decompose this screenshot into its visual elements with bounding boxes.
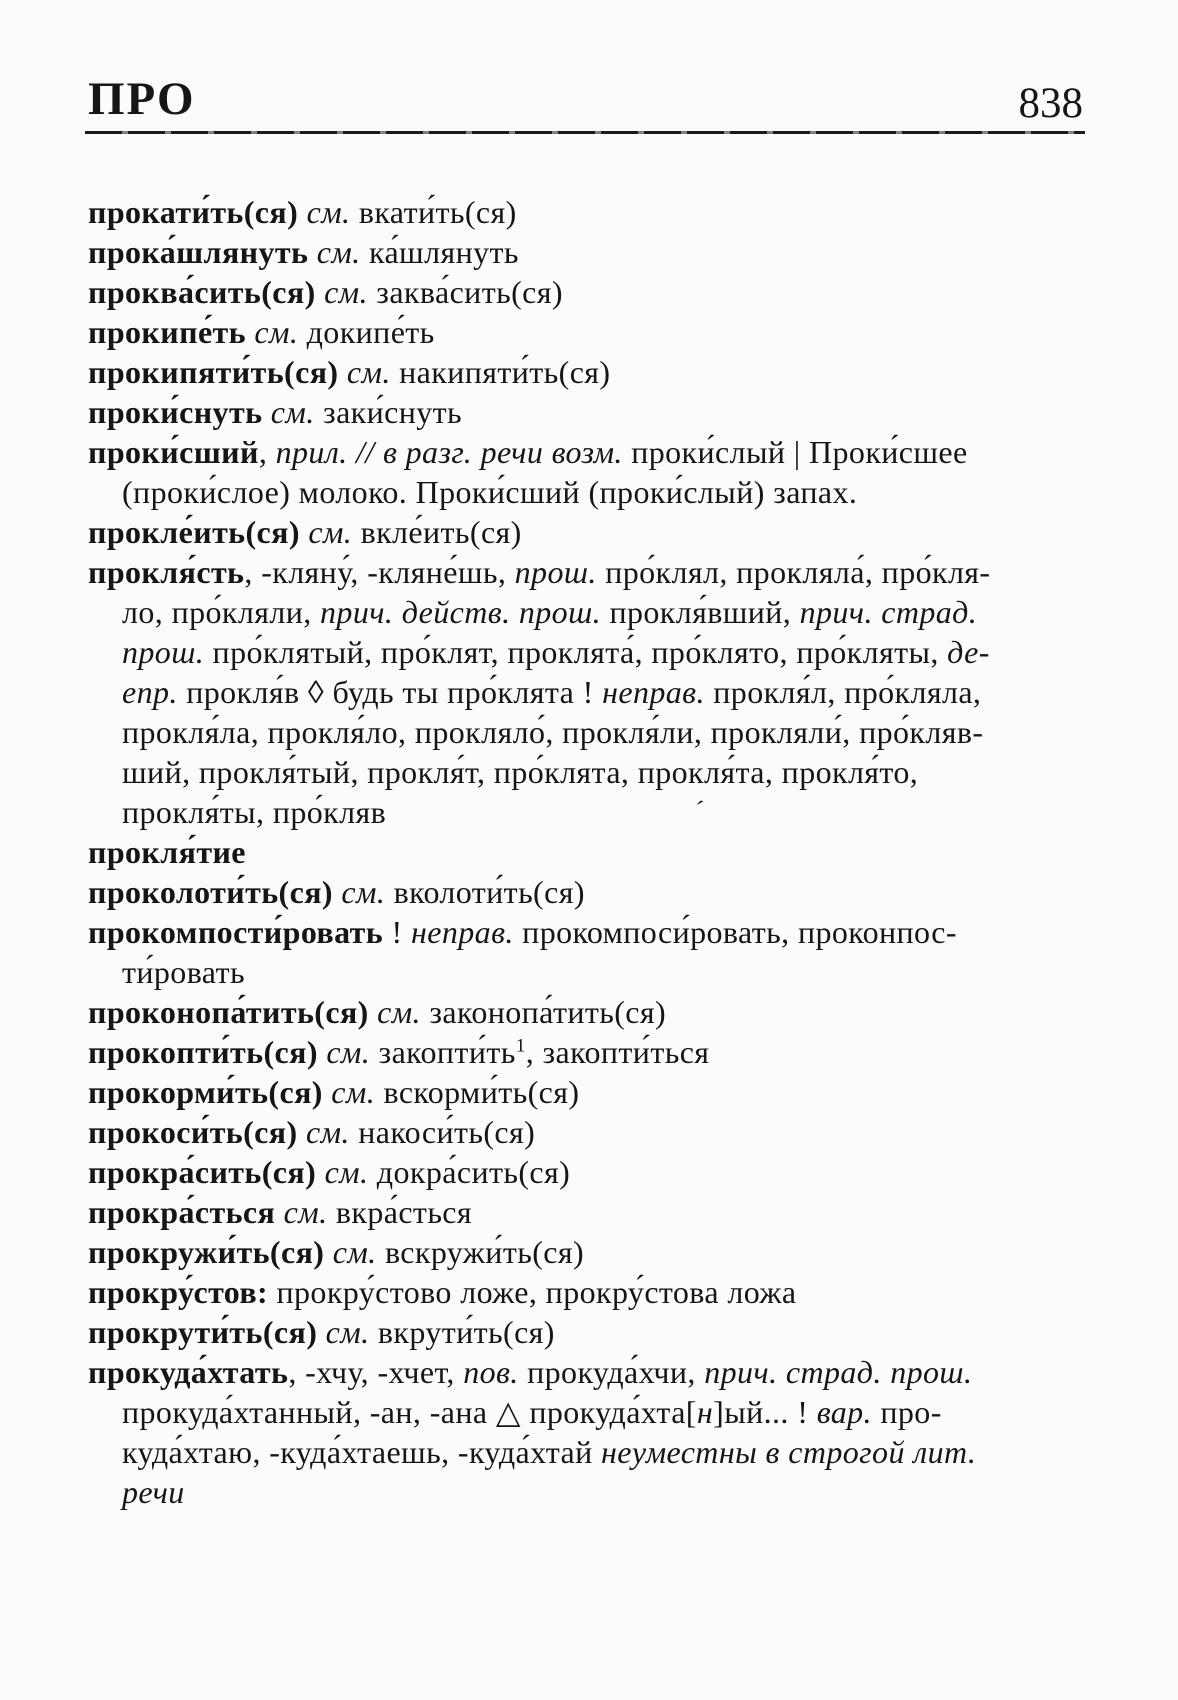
text-run: см. — [341, 874, 386, 910]
entry-line — [88, 1272, 1108, 1312]
text-run: прокра́сться — [88, 1194, 284, 1230]
text-run: , — [258, 434, 276, 470]
entry-line — [88, 272, 1108, 312]
text-run: накоси́ть(ся) — [349, 1114, 536, 1150]
text-run: прокуда́хтать — [88, 1354, 289, 1390]
text-run: вколоти́ть(ся) — [385, 874, 585, 910]
text-run: заки́снуть — [314, 394, 463, 430]
text-run: ло, про́кляли, — [122, 594, 321, 630]
text-run: куда́хтаю, -куда́хтаешь, -куда́хтай — [122, 1434, 602, 1470]
text-run: про́клял, прокляла́, про́кля- — [596, 554, 991, 590]
text-run: см. — [324, 1154, 369, 1190]
entry-continuation-line — [88, 632, 1108, 672]
text-run: прич. действ. прош. — [320, 594, 602, 630]
entry-line — [88, 992, 1108, 1032]
text-run: про- — [871, 1394, 942, 1430]
text-run: докипе́ть — [298, 314, 435, 350]
text-run: прокру́стов: — [88, 1274, 269, 1310]
header-rule — [85, 131, 1085, 134]
text-run: ка́шлянуть — [360, 234, 519, 270]
text-run: де- — [947, 634, 990, 670]
text-run: вкле́ить(ся) — [352, 514, 522, 550]
text-run: см. — [316, 234, 361, 270]
entry-continuation-line — [88, 472, 1108, 512]
text-run: прокля́тие — [88, 834, 246, 870]
text-run: заква́сить(ся) — [367, 274, 563, 310]
text-run: прокра́сить(ся) — [88, 1154, 325, 1190]
entry-line — [88, 1232, 1108, 1272]
text-run: вкати́ть(ся) — [350, 194, 517, 230]
text-run: см. — [324, 274, 368, 310]
text-run: про́клятый, про́клят, проклята́, про́клято, про́кляты, — [204, 634, 948, 670]
text-run: прокуда́хчи, — [518, 1354, 705, 1390]
text-run: докра́сить(ся) — [368, 1154, 571, 1190]
text-run: ]ый... ! — [713, 1394, 817, 1430]
text-run: (проки́слое) молоко. Проки́сший (проки́слый) запах. — [122, 474, 858, 510]
dictionary-body — [88, 192, 1108, 1512]
text-run: проки́снуть — [88, 394, 271, 430]
text-run: прокорми́ть(ся) — [88, 1074, 332, 1110]
entry-continuation-line — [88, 1392, 1108, 1432]
text-run: прокипе́ть — [88, 314, 255, 350]
text-run: см. — [377, 994, 421, 1030]
entry-line — [88, 552, 1108, 592]
text-run: прока́шлянуть — [88, 234, 317, 270]
text-run: ти́ровать — [122, 954, 245, 990]
text-run: епр. — [122, 674, 178, 710]
entry-continuation-line — [88, 752, 1108, 792]
text-run: прокле́ить(ся) — [88, 514, 309, 550]
text-run: 1 — [515, 1035, 526, 1057]
entry-line — [88, 912, 1108, 952]
text-run: закопти́ть — [370, 1034, 516, 1070]
text-run: прокати́ть(ся) — [88, 194, 307, 230]
entry-line — [88, 832, 1108, 872]
text-run: проконопа́тить(ся) — [88, 994, 378, 1030]
header-section-label: ПРО — [88, 73, 196, 125]
text-run: см. — [325, 1314, 370, 1350]
entry-line — [88, 392, 1108, 432]
text-run: накипяти́ть(ся) — [390, 354, 611, 390]
entry-continuation-line — [88, 672, 1108, 712]
text-run: пов. — [463, 1354, 519, 1390]
entry-line — [88, 432, 1108, 472]
text-run: см. — [305, 1114, 350, 1150]
text-run: неуместны в строгой лит. — [601, 1434, 977, 1470]
text-run: см. — [331, 1074, 376, 1110]
text-run: прокрути́ть(ся) — [88, 1314, 326, 1350]
text-run: прич. страд. прош. — [704, 1354, 973, 1390]
text-run: н — [696, 1394, 714, 1430]
text-run: прокля́ла, прокля́ло, прокляло́, прокля́ли, прокляли́, про́кляв- — [122, 714, 984, 750]
scan-artifact-mark: ˊ — [691, 795, 706, 828]
entry-line — [88, 1352, 1108, 1392]
text-run: см. — [308, 514, 353, 550]
entry-line — [88, 352, 1108, 392]
text-run: прокля́вший, — [601, 594, 800, 630]
text-run: см. — [332, 1234, 377, 1270]
text-run: см. — [283, 1194, 328, 1230]
text-run: вскорми́ть(ся) — [375, 1074, 580, 1110]
text-run: вкра́сться — [327, 1194, 473, 1230]
text-run: прокру́стово ложе, прокру́стова ложа — [268, 1274, 797, 1310]
text-run: прокля́в ◊ будь ты про́клята ! — [177, 674, 603, 710]
text-run: прокоси́ть(ся) — [88, 1114, 306, 1150]
entry-continuation-line — [88, 1432, 1108, 1472]
entry-line — [88, 312, 1108, 352]
text-run: ший, прокля́тый, прокля́т, про́клята, прокля́та, прокля́то, — [122, 754, 919, 790]
text-run: , закопти́ться — [525, 1034, 710, 1070]
text-run: речи — [122, 1474, 185, 1510]
entry-line — [88, 232, 1108, 272]
text-run: неправ. — [411, 914, 514, 950]
entry-line — [88, 1032, 1108, 1072]
entry-continuation-line — [88, 1472, 1108, 1512]
text-run: вар. — [816, 1394, 872, 1430]
text-run: прокомпости́ровать — [88, 914, 384, 950]
text-run: прокля́л, про́кляла, — [704, 674, 982, 710]
text-run: прокипяти́ть(ся) — [88, 354, 347, 390]
text-run: см. — [254, 314, 299, 350]
text-run: законопа́тить(ся) — [420, 994, 667, 1030]
text-run: , -хчу, -хчет, — [288, 1354, 464, 1390]
text-run: ! — [383, 914, 411, 950]
text-run: прокружи́ть(ся) — [88, 1234, 333, 1270]
entry-continuation-line — [88, 952, 1108, 992]
entry-line — [88, 1112, 1108, 1152]
text-run: см. — [346, 354, 391, 390]
entry-line — [88, 1152, 1108, 1192]
text-run: прокомпоси́ровать, проконпос- — [513, 914, 957, 950]
entry-continuation-line — [88, 712, 1108, 752]
text-run: прокля́ты, про́кляв — [122, 794, 387, 830]
entry-line — [88, 512, 1108, 552]
entry-line — [88, 872, 1108, 912]
entry-continuation-line — [88, 792, 1108, 832]
text-run: проки́сший — [88, 434, 259, 470]
entry-line — [88, 1192, 1108, 1232]
text-run: см. — [306, 194, 351, 230]
text-run: прил. // в разг. речи возм. — [275, 434, 623, 470]
text-run: вскружи́ть(ся) — [376, 1234, 585, 1270]
text-run: прокопти́ть(ся) — [88, 1034, 327, 1070]
text-run: вкрути́ть(ся) — [369, 1314, 555, 1350]
text-run: см. — [270, 394, 315, 430]
text-run: проколоти́ть(ся) — [88, 874, 342, 910]
text-run: прош. — [122, 634, 205, 670]
text-run: прош. — [514, 554, 597, 590]
text-run: неправ. — [602, 674, 705, 710]
text-run: прокуда́хтанный, -ан, -ана △ прокуда́хта[ — [122, 1394, 697, 1430]
text-run: прич. страд. — [799, 594, 978, 630]
text-run: прокля́сть — [88, 554, 245, 590]
text-run: проки́слый | Проки́сшее — [622, 434, 968, 470]
entry-continuation-line — [88, 592, 1108, 632]
page-number: 838 — [1018, 80, 1083, 127]
text-run: проква́сить(ся) — [88, 274, 325, 310]
text-run: см. — [326, 1034, 371, 1070]
entry-line — [88, 1312, 1108, 1352]
text-run: , -кляну́, -кляне́шь, — [244, 554, 515, 590]
entry-line — [88, 1072, 1108, 1112]
entry-line — [88, 192, 1108, 232]
